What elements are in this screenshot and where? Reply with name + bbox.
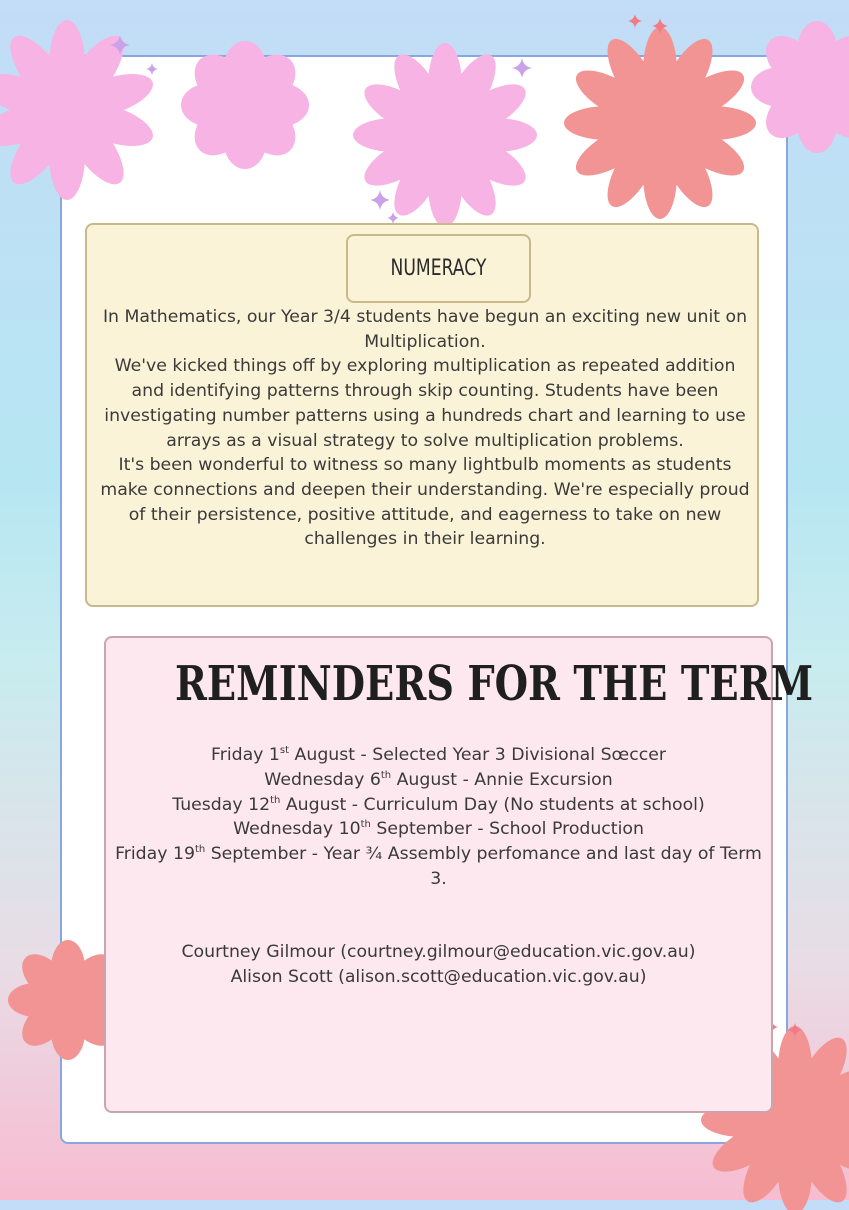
ordinal-suffix: th [194, 844, 206, 856]
sparkle-icon [652, 18, 668, 34]
contact-line: Alison Scott (alison.scott@education.vic.gov.au) [230, 966, 647, 987]
reminder-item [106, 842, 771, 892]
reminder-day: Tuesday 12 [172, 794, 271, 815]
reminder-item [106, 768, 771, 793]
reminder-day: Wednesday 6 [264, 769, 381, 790]
contacts [106, 940, 771, 990]
reminder-item [106, 743, 771, 768]
reminder-detail: August - Curriculum Day (No students at school) [280, 794, 705, 815]
reminders-list [106, 743, 771, 892]
reminder-day: Wednesday 10 [233, 819, 361, 840]
reminder-day: Friday 1 [211, 745, 280, 765]
reminder-item [106, 817, 771, 842]
sparkle-icon [788, 1023, 802, 1037]
reminder-detail: August - Selected Year 3 Divisional Sœccer [289, 745, 666, 765]
reminder-day: Friday 19 [115, 844, 195, 865]
ordinal-suffix: st [279, 745, 290, 757]
numeracy-paragraph: It's been wonderful to witness so many lightbulb moments as students make connections and deepen their understanding. We're especially proud of their persistence, positive attitude, and eagerness to take on new challenges in their learning. [100, 455, 750, 550]
reminder-detail: September - Year ¾ Assembly perfomance and last day of Term 3. [205, 844, 762, 889]
sparkle-icon [110, 35, 130, 55]
reminders-title: REMINDERS FOR THE TERM [175, 656, 814, 712]
ordinal-suffix: th [360, 819, 371, 831]
contact-line: Courtney Gilmour (courtney.gilmour@education.vic.gov.au) [181, 942, 696, 962]
numeracy-paragraph: We've kicked things off by exploring multiplication as repeated addition and identifying patterns through skip counting. Students have been investigating number patterns using a hundreds chart and learning to use arrays as a visual strategy to solve multiplication problems. [104, 356, 746, 451]
reminder-detail: August - Annie Excursion [391, 769, 613, 790]
numeracy-heading-tab [346, 234, 531, 303]
ordinal-suffix: th [380, 770, 392, 782]
ordinal-suffix: th [270, 794, 281, 806]
numeracy-title: NUMERACY [390, 256, 487, 281]
numeracy-paragraph: In Mathematics, our Year 3/4 students have begun an exciting new unit on Multiplication. [102, 307, 748, 352]
reminder-detail: September - School Production [370, 819, 644, 840]
reminder-item [106, 793, 771, 818]
numeracy-body [100, 305, 750, 552]
sparkle-icon [628, 14, 642, 28]
